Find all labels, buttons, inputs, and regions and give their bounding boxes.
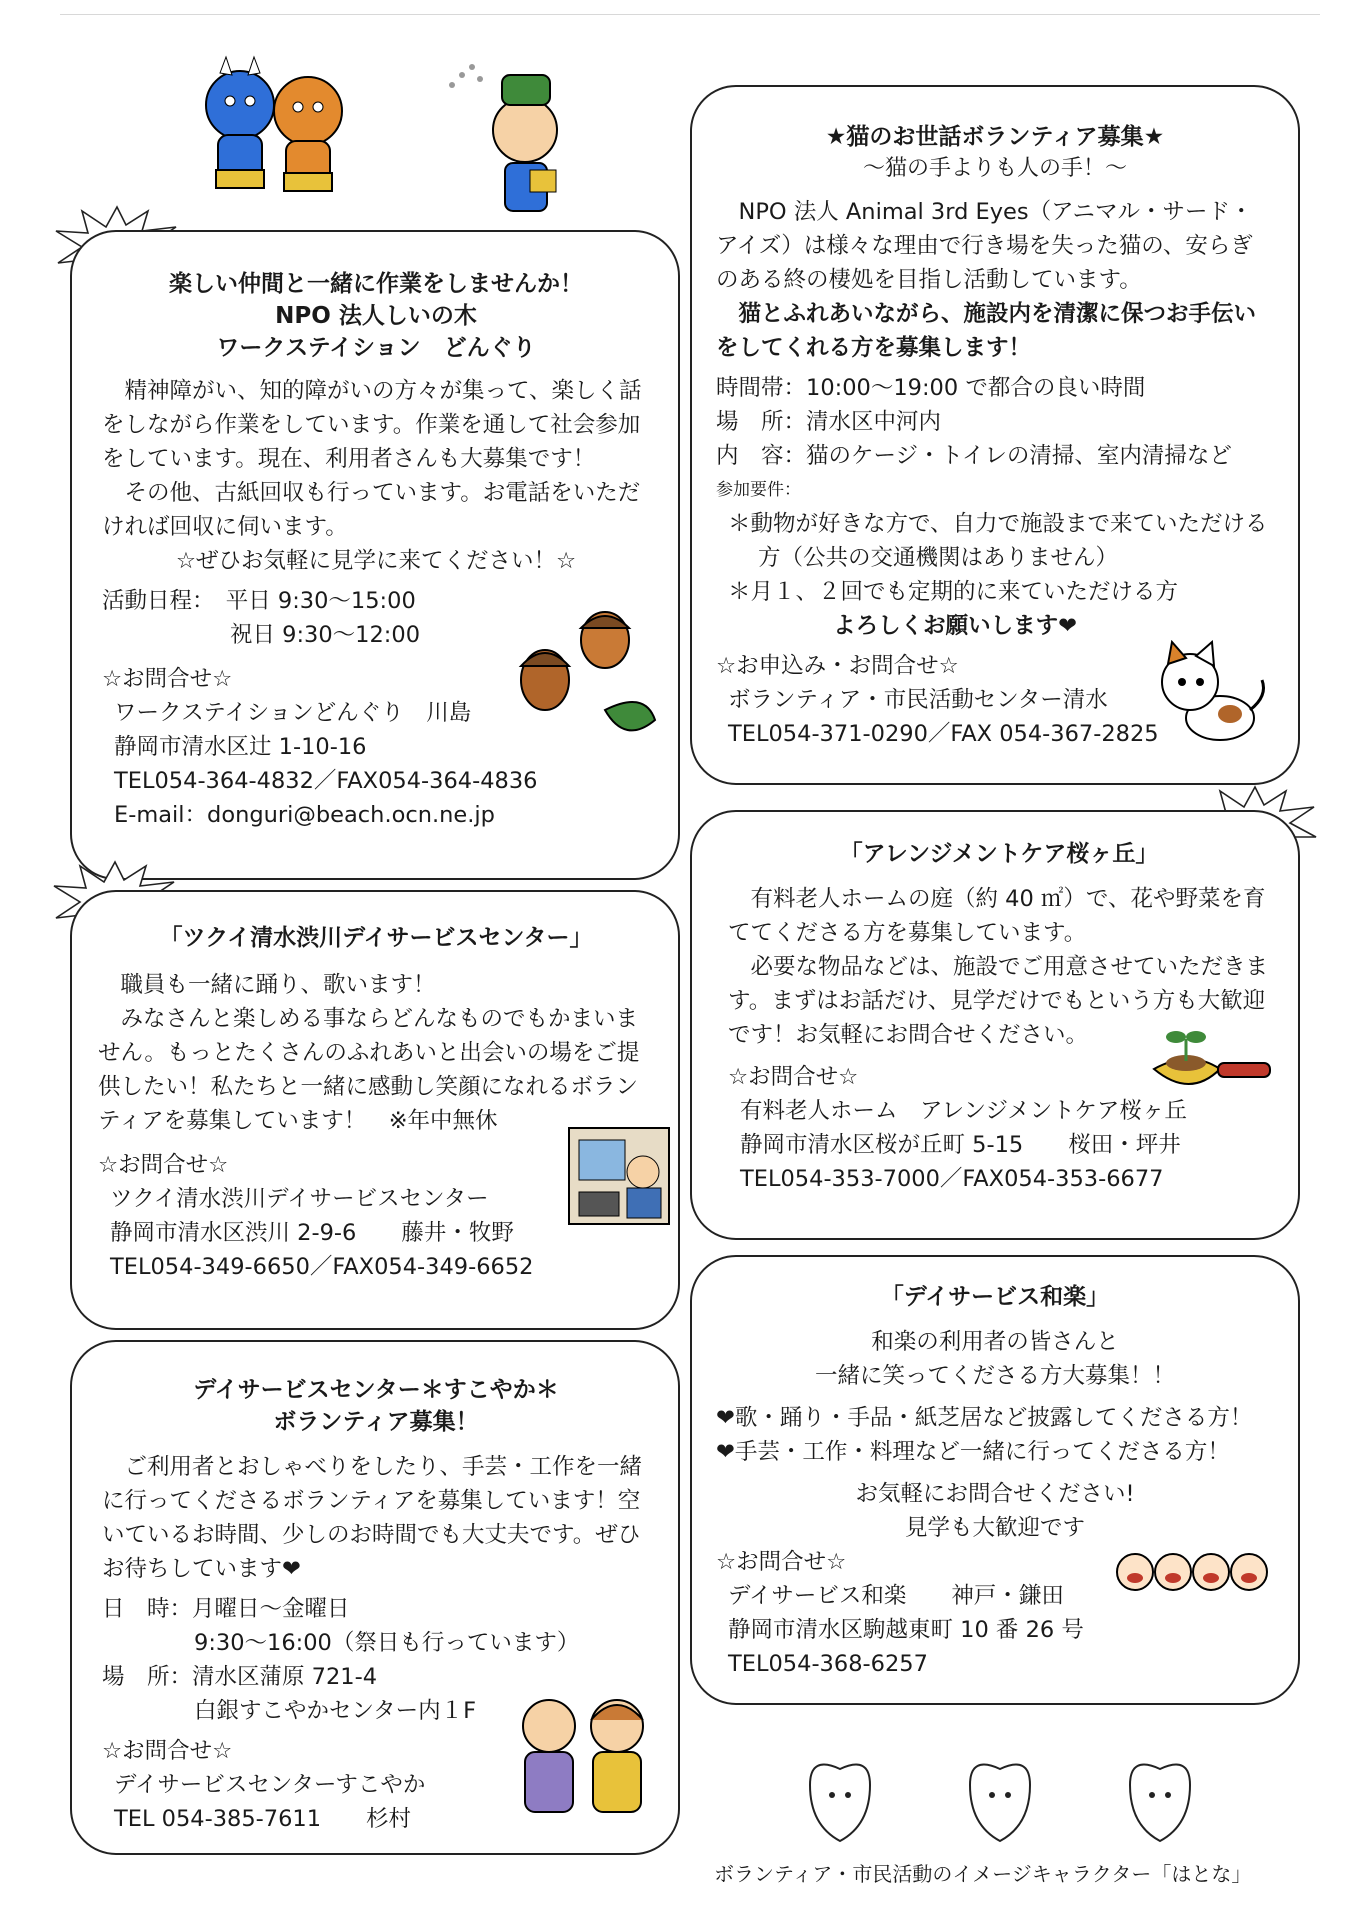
sukoyaka-contact-heading: ☆お問合せ☆ xyxy=(102,1738,233,1764)
sukoyaka-title-1: デイサービスセンター＊すこやか＊ xyxy=(193,1377,559,1403)
arrangement-body-1: 有料老人ホームの庭（約 40 ㎡）で、花や野菜を育ててくださる方を募集しています。 xyxy=(728,886,1266,946)
stage-illustration xyxy=(565,1120,675,1230)
cat-contact-heading: ☆お申込み・お問合せ☆ xyxy=(716,653,959,679)
laughing-faces-illustration xyxy=(1115,1530,1275,1600)
oni-illustration xyxy=(190,45,610,235)
mascot-caption: ボランティア・市民活動のイメージキャラクター「はとな」 xyxy=(714,1862,1252,1886)
donguri-schedule-1: 活動日程： 平日 9:30〜15:00 xyxy=(102,588,416,614)
donguri-contact-email: E-mail：donguri@beach.ocn.ne.jp xyxy=(114,802,495,828)
arrangement-contact-heading: ☆お問合せ☆ xyxy=(728,1064,859,1090)
waraku-contact-phone: TEL054-368-6257 xyxy=(728,1651,928,1677)
cat-closing: よろしくお願いします❤ xyxy=(833,613,1077,639)
waraku-body-2: 一緒に笑ってくださる方大募集！！ xyxy=(814,1363,1175,1389)
tsukui-contact-address: 静岡市清水区渋川 2-9-6 藤井・牧野 xyxy=(110,1220,514,1246)
donguri-card xyxy=(70,230,680,880)
acorn-illustration xyxy=(505,600,665,750)
donguri-contact-address: 静岡市清水区辻 1-10-16 xyxy=(114,734,367,760)
waraku-body-4: 見学も大歓迎です xyxy=(904,1515,1085,1541)
waraku-contact-address: 静岡市清水区駒越東町 10 番 26 号 xyxy=(728,1617,1084,1643)
waraku-contact-heading: ☆お問合せ☆ xyxy=(716,1549,847,1575)
sukoyaka-date-2: 9:30〜16:00（祭日も行っています） xyxy=(194,1630,580,1656)
cat-contact-name: ボランティア・市民活動センター清水 xyxy=(728,687,1108,713)
cat-content: 内 容：猫のケージ・トイレの清掃、室内清掃など xyxy=(716,443,1232,469)
waraku-body-1: 和楽の利用者の皆さんと xyxy=(871,1329,1119,1355)
trowel-sprout-illustration xyxy=(1150,1025,1280,1105)
donguri-title-1: 楽しい仲間と一緒に作業をしませんか！ xyxy=(169,271,583,297)
cat-illustration xyxy=(1150,640,1270,750)
arrangement-contact-address: 静岡市清水区桜が丘町 5-15 桜田・坪井 xyxy=(740,1132,1181,1158)
cat-title: ★猫のお世話ボランティア募集★ xyxy=(825,124,1165,150)
cat-place: 場 所：清水区中河内 xyxy=(716,409,942,435)
tsukui-contact-heading: ☆お問合せ☆ xyxy=(98,1152,229,1178)
waraku-item-1: ❤歌・踊り・手品・紙芝居など披露してくださる方！ xyxy=(716,1405,1253,1431)
donguri-title-2: NPO 法人しいの木 xyxy=(275,303,477,329)
donguri-title-3: ワークステイション どんぐり xyxy=(216,335,536,361)
tsukui-body-2: みなさんと楽しめる事ならどんなものでもかまいません。もっとたくさんのふれあいと出会いの場をご提供したい！私たちと一緒に感動し笑顔になれるボランティアを募集しています！ ※年中無休 xyxy=(98,1006,640,1134)
waraku-contact-name: デイサービス和楽 神戸・鎌田 xyxy=(728,1583,1064,1609)
arrangement-body-2: 必要な物品などは、施設でご用意させていただきます。まずはお話だけ、見学だけでもという方も大歓迎です！お気軽にお問合せください。 xyxy=(728,954,1269,1048)
cat-requirement-2: ＊月１、２回でも定期的に来ていただける方 xyxy=(728,579,1179,605)
donguri-body-2: その他、古紙回収も行っています。お電話をいただければ回収に伺います。 xyxy=(102,480,641,540)
arrangement-contact-name: 有料老人ホーム アレンジメントケア桜ヶ丘 xyxy=(740,1098,1187,1124)
sukoyaka-place-2: 白銀すこやかセンター内１F xyxy=(194,1698,477,1724)
waraku-body-3: お気軽にお問合せください! xyxy=(855,1481,1135,1507)
sukoyaka-date-1: 日 時：月曜日〜金曜日 xyxy=(102,1596,350,1622)
cat-requirements-heading: 参加要件： xyxy=(716,480,801,500)
sukoyaka-contact-name: デイサービスセンターすこやか xyxy=(114,1772,426,1798)
donguri-body-3: ☆ぜひお気軽に見学に来てください！☆ xyxy=(175,548,577,574)
cat-time: 時間帯：10:00〜19:00 で都合の良い時間 xyxy=(716,375,1146,401)
donguri-contact-heading: ☆お問合せ☆ xyxy=(102,666,233,692)
cat-body-1: NPO 法人 Animal 3rd Eyes（アニマル・サード・アイズ）は様々な理由で行き場を失った猫の、安らぎのある終の棲処を目指し活動しています。 xyxy=(716,199,1253,293)
sukoyaka-place-1: 場 所：清水区蒲原 721-4 xyxy=(102,1664,378,1690)
top-rule xyxy=(60,14,1320,15)
sukoyaka-title-2: ボランティア募集！ xyxy=(273,1409,479,1435)
waraku-title: 「デイサービス和楽」 xyxy=(880,1284,1110,1310)
donguri-contact-name: ワークステイションどんぐり 川島 xyxy=(114,700,472,726)
tsukui-contact-name: ツクイ清水渋川デイサービスセンター xyxy=(110,1186,489,1212)
cat-body-2: 猫とふれあいながら、施設内を清潔に保つお手伝いをしてくれる方を募集します！ xyxy=(716,301,1257,361)
donguri-contact-phone: TEL054-364-4832／FAX054-364-4836 xyxy=(114,768,538,794)
donguri-body-1: 精神障がい、知的障がいの方々が集って、楽しく話をしながら作業をしています。作業を通して社会参加をしています。現在、利用者さんも大募集です！ xyxy=(102,378,642,472)
donguri-schedule-2: 祝日 9:30〜12:00 xyxy=(230,622,421,648)
cat-requirement-1b: 方（公共の交通機関はありません） xyxy=(758,545,1119,571)
cat-requirement-1: ＊動物が好きな方で、自力で施設まで来ていただける xyxy=(728,511,1268,537)
tsukui-body-1: 職員も一緒に踊り、歌います！ xyxy=(120,972,436,998)
arrangement-title: 「アレンジメントケア桜ヶ丘」 xyxy=(839,841,1159,867)
sukoyaka-contact-phone: TEL 054-385-7611 杉村 xyxy=(114,1806,412,1832)
cat-subtitle: 〜猫の手よりも人の手！〜 xyxy=(862,156,1127,181)
waraku-card xyxy=(690,1255,1300,1705)
hatona-mascot-illustration xyxy=(790,1745,1270,1850)
tsukui-card xyxy=(70,890,680,1330)
elderly-couple-illustration xyxy=(505,1690,665,1830)
tsukui-title: 「ツクイ清水渋川デイサービスセンター」 xyxy=(159,925,593,951)
arrangement-contact-phone: TEL054-353-7000／FAX054-353-6677 xyxy=(740,1166,1164,1192)
cat-contact-phone: TEL054-371-0290／FAX 054-367-2825 xyxy=(728,721,1159,747)
tsukui-contact-phone: TEL054-349-6650／FAX054-349-6652 xyxy=(110,1254,534,1280)
waraku-item-2: ❤手芸・工作・料理など一緒に行ってくださる方！ xyxy=(716,1439,1230,1465)
sukoyaka-body: ご利用者とおしゃべりをしたり、手芸・工作を一緒に行ってくださるボランティアを募集しています！空いているお時間、少しのお時間でも大丈夫です。ぜひお待ちしています❤ xyxy=(102,1454,643,1582)
